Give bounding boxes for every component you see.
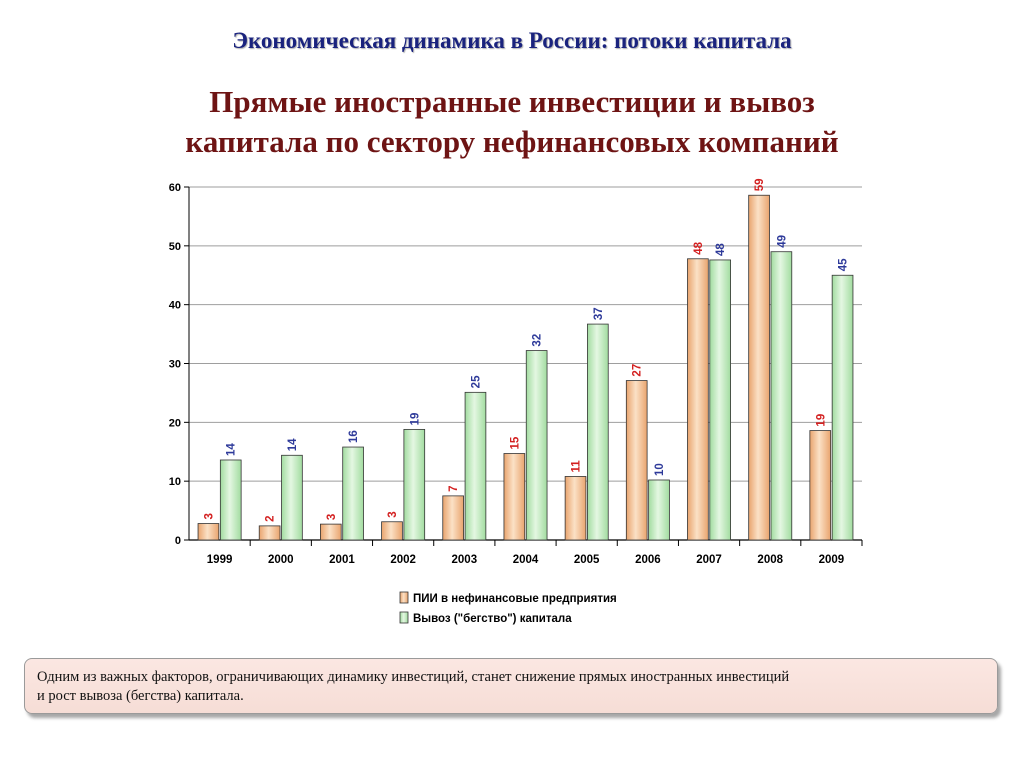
y-tick-label: 40	[168, 299, 181, 312]
bar-fdi	[198, 524, 219, 540]
data-label-fdi: 11	[570, 460, 583, 473]
bar-fdi	[565, 476, 586, 540]
x-tick-label: 2002	[390, 554, 416, 566]
legend-label-outflow: Вывоз ("бегство") капитала	[413, 613, 572, 625]
x-tick-label: 2007	[696, 554, 722, 566]
bar-outflow	[526, 351, 547, 540]
bar-fdi	[443, 496, 464, 540]
bar-outflow	[343, 447, 364, 540]
bar-fdi	[687, 259, 708, 540]
bar-outflow	[832, 275, 853, 540]
bar-outflow	[404, 429, 425, 540]
x-tick-label: 2006	[635, 554, 661, 566]
data-label-outflow: 14	[225, 443, 238, 456]
bar-outflow	[282, 455, 303, 540]
bar-fdi	[626, 381, 647, 540]
x-tick-label: 2009	[818, 554, 845, 566]
bar-fdi	[749, 195, 770, 540]
bar-outflow	[220, 460, 241, 540]
bar-outflow	[649, 480, 670, 540]
bar-fdi	[320, 524, 341, 540]
data-label-fdi: 15	[509, 436, 522, 450]
data-label-outflow: 10	[654, 463, 667, 476]
x-tick-label: 2005	[573, 554, 600, 566]
data-label-outflow: 45	[837, 258, 850, 272]
note-line2: и рост вывоза (бегства) капитала.	[37, 688, 244, 704]
data-label-fdi: 19	[815, 413, 828, 427]
x-tick-label: 2001	[329, 554, 355, 566]
main-title-line2: капитала по сектору нефинансовых компаний	[185, 124, 839, 159]
bar-fdi	[382, 522, 403, 540]
y-tick-label: 60	[168, 182, 181, 194]
x-tick-label: 2000	[267, 554, 294, 566]
data-label-outflow: 49	[776, 234, 789, 248]
x-tick-label: 2003	[451, 554, 478, 566]
x-tick-label: 1999	[206, 554, 233, 566]
legend	[400, 592, 617, 625]
data-label-outflow: 19	[409, 412, 422, 426]
y-tick-label: 10	[168, 476, 181, 489]
main-title-line1: Прямые иностранные инвестиции и вывоз	[209, 84, 815, 119]
data-label-fdi: 27	[631, 363, 644, 377]
data-label-fdi: 48	[692, 241, 705, 255]
bars	[198, 195, 853, 540]
bar-outflow	[587, 324, 608, 540]
data-label-fdi: 3	[325, 513, 338, 521]
y-tick-label: 20	[168, 417, 181, 430]
bar-outflow	[465, 392, 486, 540]
data-label-outflow: 14	[286, 438, 299, 452]
bar-outflow	[710, 260, 731, 540]
legend-swatch-fdi	[400, 592, 408, 603]
legend-swatch-outflow	[400, 612, 408, 623]
y-tick-label: 30	[168, 358, 181, 371]
data-label-fdi: 7	[448, 485, 461, 492]
legend-label-fdi: ПИИ в нефинансовые предприятия	[413, 593, 617, 605]
data-label-fdi: 59	[754, 178, 767, 192]
data-label-outflow: 25	[470, 375, 483, 389]
data-label-outflow: 32	[531, 333, 544, 347]
x-tick-label: 2004	[512, 554, 539, 566]
bar-outflow	[771, 252, 792, 540]
bar-fdi	[259, 526, 280, 540]
data-label-outflow: 16	[348, 430, 361, 444]
y-tick-label: 50	[168, 240, 181, 253]
data-label-fdi: 3	[386, 511, 399, 518]
data-label-fdi: 2	[264, 515, 277, 522]
bar-fdi	[504, 454, 525, 540]
data-label-outflow: 48	[715, 243, 728, 256]
bar-fdi	[810, 431, 831, 540]
header-title: Экономическая динамика в России: потоки капитала	[232, 28, 792, 53]
x-tick-label: 2008	[757, 554, 784, 566]
data-label-outflow: 37	[592, 307, 605, 321]
y-tick-label: 0	[174, 535, 181, 547]
note-line1: Одним из важных факторов, ограничивающих динамику инвестиций, станет снижение прямых иностранных инвестиций	[37, 669, 790, 685]
data-label-fdi: 3	[203, 513, 216, 520]
note-box	[24, 658, 998, 714]
